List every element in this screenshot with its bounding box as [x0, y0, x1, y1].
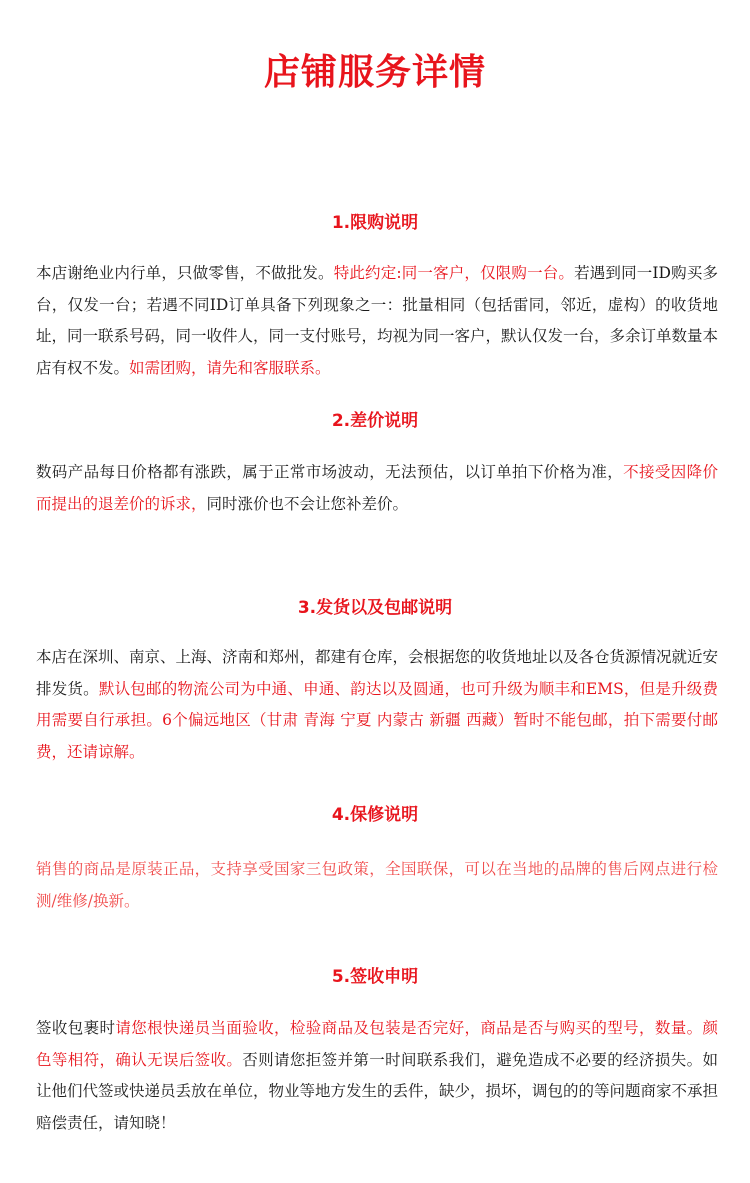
section-body-receipt: [36, 1013, 718, 1139]
text-run-highlight: 默认包邮的物流公司为中通、申通、韵达以及圆通，也可升级为顺丰和EMS，但是升级费用需要自行承担。6个偏远地区（甘肃 青海 宁夏 内蒙古 新疆 西藏）暂时不能包邮，拍下需要付邮费，还请谅解。: [36, 679, 718, 761]
text-run-highlight: 如需团购，请先和客服联系。: [129, 358, 331, 377]
text-run: 同时涨价也不会让您补差价。: [206, 494, 409, 513]
text-run: 数码产品每日价格都有涨跌，属于正常市场波动，无法预估，以订单拍下价格为准，: [36, 463, 624, 481]
section-body-purchase-limit: [36, 258, 718, 384]
section-heading-purchase-limit: 1.限购说明: [331, 213, 419, 233]
text-run: 本店谢绝业内行单，只做零售，不做批发。: [36, 264, 334, 282]
section-body-warranty: [36, 854, 718, 917]
section-body-price-difference: [36, 457, 718, 520]
text-run-highlight: 特此约定:同一客户，仅限购一台。: [333, 264, 575, 282]
text-run: 签收包裹时: [36, 1019, 116, 1037]
text-run-highlight: 请您根快递员当面验收，检验商品及包装是否完好，商品是否与购买的型号，数量。颜色等相符，确认无误后签收。: [36, 1019, 718, 1069]
section-heading-shipping: 3.发货以及包邮说明: [297, 598, 453, 618]
page-title: 店铺服务详情: [263, 52, 486, 93]
text-run-highlight: 不接受因降价而提出的退差价的诉求，: [36, 463, 718, 513]
section-heading-receipt: 5.签收申明: [331, 967, 419, 987]
text-run: 否则请您拒签并第一时间联系我们，避免造成不必要的经济损失。如让他们代签或快递员丢放在单位，物业等地方发生的丢件，缺少，损坏，调包的的等问题商家不承担赔偿责任，请知晓！: [36, 1050, 719, 1132]
section-heading-price-difference: 2.差价说明: [331, 411, 419, 431]
text-run: 本店在深圳、南京、上海、济南和郑州，都建有仓库，会根据您的收货地址以及各仓货源情况就近安排发货。: [36, 648, 719, 698]
text-run: 若遇到同一ID购买多台，仅发一台；若遇不同ID订单具备下列现象之一：批量相同（包括雷同，邻近，虚构）的收货地址，同一联系号码，同一收件人，同一支付账号，均视为同一客户，默认仅发一台，多余订单数量本店有权不发。: [36, 264, 719, 377]
section-body-shipping: [36, 642, 718, 768]
section-heading-warranty: 4.保修说明: [331, 805, 419, 825]
text-run-highlight: 销售的商品是原装正品，支持享受国家三包政策，全国联保，可以在当地的品牌的售后网点进行检测/维修/换新。: [36, 860, 718, 910]
